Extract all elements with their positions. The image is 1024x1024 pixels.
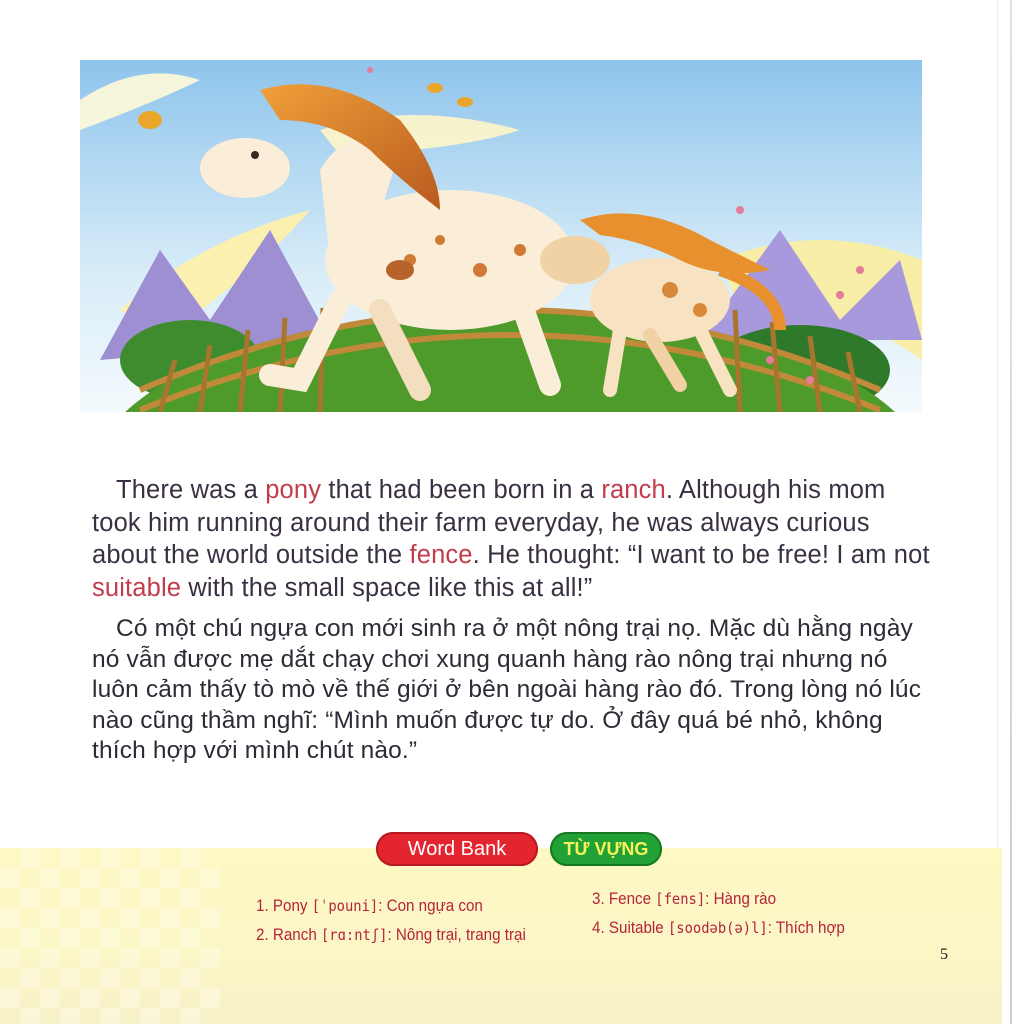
word-bank-item-suitable bbox=[592, 919, 845, 938]
ponies-running-illustration bbox=[80, 60, 922, 412]
item-ipa: [ˈpouni] bbox=[311, 897, 379, 915]
item-meaning: : Nông trại, trang trại bbox=[387, 926, 526, 944]
story-en-text: . He thought: “I want to be free! I am not bbox=[472, 541, 930, 569]
word-bank-tiles bbox=[0, 848, 220, 1024]
item-meaning: : Con ngựa con bbox=[378, 897, 483, 915]
item-number: 4. bbox=[592, 919, 605, 937]
item-number: 2. bbox=[256, 926, 269, 944]
item-meaning: : Hàng rào bbox=[705, 890, 777, 908]
story-en-text: . Although his mom took him running around their farm everyday, he was always curious about the world outside the bbox=[92, 476, 886, 569]
story-vietnamese: Có một chú ngựa con mới sinh ra ở một nông trại nọ. Mặc dù hằng ngày nó vẫn được mẹ dắt chạy chơi xung quanh hàng rào nông trại nhưng nó luôn cảm thấy tò mò về thế giới ở bên ngoài hàng rào đó. Trong lòng nó lúc nào cũng thầm nghĩ: “Mình muốn được tự do. Ở đây quá bé nhỏ, không thích hợp với mình chút nào.” bbox=[92, 615, 922, 764]
item-ipa: [soodəb(ə)l] bbox=[667, 919, 768, 937]
item-word: Suitable bbox=[608, 919, 664, 937]
story-en-text: that had been born in a bbox=[321, 476, 602, 504]
word-bank-item-ranch bbox=[256, 926, 526, 945]
item-ipa: [fens] bbox=[655, 890, 706, 908]
illustration-svg bbox=[80, 60, 922, 412]
story-en-text: There was a bbox=[116, 476, 266, 504]
vocab-highlight-suitable: suitable bbox=[92, 573, 182, 602]
word-bank-item-fence bbox=[592, 890, 776, 909]
item-number: 1. bbox=[256, 897, 269, 915]
vocab-highlight-fence: fence bbox=[409, 541, 473, 569]
vocab-highlight-pony: pony bbox=[265, 476, 322, 504]
word-bank-label: Word Bank bbox=[376, 832, 538, 866]
page-number: 5 bbox=[940, 946, 948, 963]
page-edge bbox=[1010, 0, 1012, 1024]
item-ipa: [rɑ:ntʃ] bbox=[321, 926, 388, 944]
item-number: 3. bbox=[592, 890, 605, 908]
story-text bbox=[92, 474, 932, 767]
item-word: Fence bbox=[608, 890, 652, 908]
item-meaning: : Thích hợp bbox=[767, 919, 845, 937]
vocab-highlight-ranch: ranch bbox=[601, 476, 666, 504]
story-en-text: with the small space like this at all!” bbox=[181, 573, 593, 602]
tu-vung-label: TỪ VỰNG bbox=[550, 832, 662, 866]
story-english bbox=[92, 474, 932, 604]
item-word: Pony bbox=[272, 897, 308, 915]
word-bank-item-pony bbox=[256, 897, 483, 916]
item-word: Ranch bbox=[272, 926, 317, 944]
